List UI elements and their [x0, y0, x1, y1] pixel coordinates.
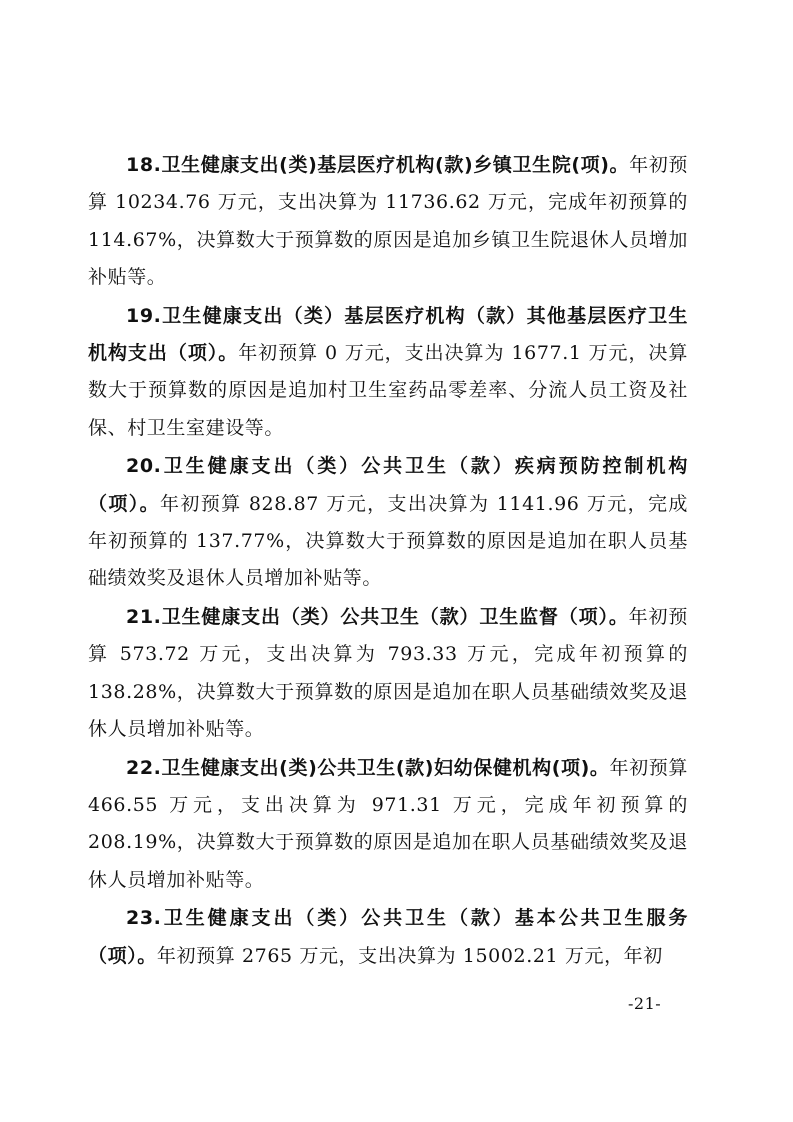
paragraph-heading: 21.卫生健康支出（类）公共卫生（款）卫生监督（项）。 — [126, 605, 629, 628]
paragraph-20 — [88, 448, 688, 598]
paragraph-heading: 19.卫生健康支出（类）基层医疗机构（款）其他基层医疗卫生机构支出（项）。 — [88, 304, 688, 365]
paragraph-21 — [88, 599, 688, 749]
paragraph-heading: 18.卫生健康支出(类)基层医疗机构(款)乡镇卫生院(项)。 — [126, 154, 630, 176]
paragraph-heading: 23.卫生健康支出（类）公共卫生（款）基本公共卫生服务（项）。 — [88, 907, 688, 967]
page-number: -21- — [628, 994, 662, 1013]
paragraph-body: 年初预算 466.55 万元，支出决算为 971.31 万元，完成年初预算的 208.19%，决算数大于预算数的原因是追加在职人员基础绩效奖及退休人员增加补贴等。 — [88, 756, 688, 891]
paragraph-23 — [88, 900, 688, 975]
paragraph-body: 年初预算 2765 万元，支出决算为 15002.21 万元，年初 — [156, 944, 663, 967]
paragraph-body: 年初预算 573.72 万元，支出决算为 793.33 万元，完成年初预算的 138.28%，决算数大于预算数的原因是追加在职人员基础绩效奖及退休人员增加补贴等。 — [88, 605, 688, 741]
paragraph-body: 年初预算 828.87 万元，支出决算为 1141.96 万元，完成年初预算的 137.77%，决算数大于预算数的原因是追加在职人员基础绩效奖及退休人员增加补贴等。 — [88, 492, 688, 590]
document-page — [88, 147, 688, 976]
paragraph-body: 年初预算 0 万元，支出决算为 1677.1 万元，决算数大于预算数的原因是追加村卫生室药品零差率、分流人员工资及社保、村卫生室建设等。 — [88, 342, 688, 439]
paragraph-22 — [88, 750, 688, 900]
paragraph-19 — [88, 298, 688, 448]
paragraph-heading: 22.卫生健康支出(类)公共卫生(款)妇幼保健机构(项)。 — [126, 756, 610, 779]
paragraph-heading: 20.卫生健康支出（类）公共卫生（款）疾病预防控制机构（项）。 — [88, 455, 688, 515]
paragraph-body: 年初预算 10234.76 万元，支出决算为 11736.62 万元，完成年初预算的 114.67%，决算数大于预算数的原因是追加乡镇卫生院退休人员增加补贴等。 — [88, 154, 688, 289]
paragraph-18 — [88, 147, 688, 297]
